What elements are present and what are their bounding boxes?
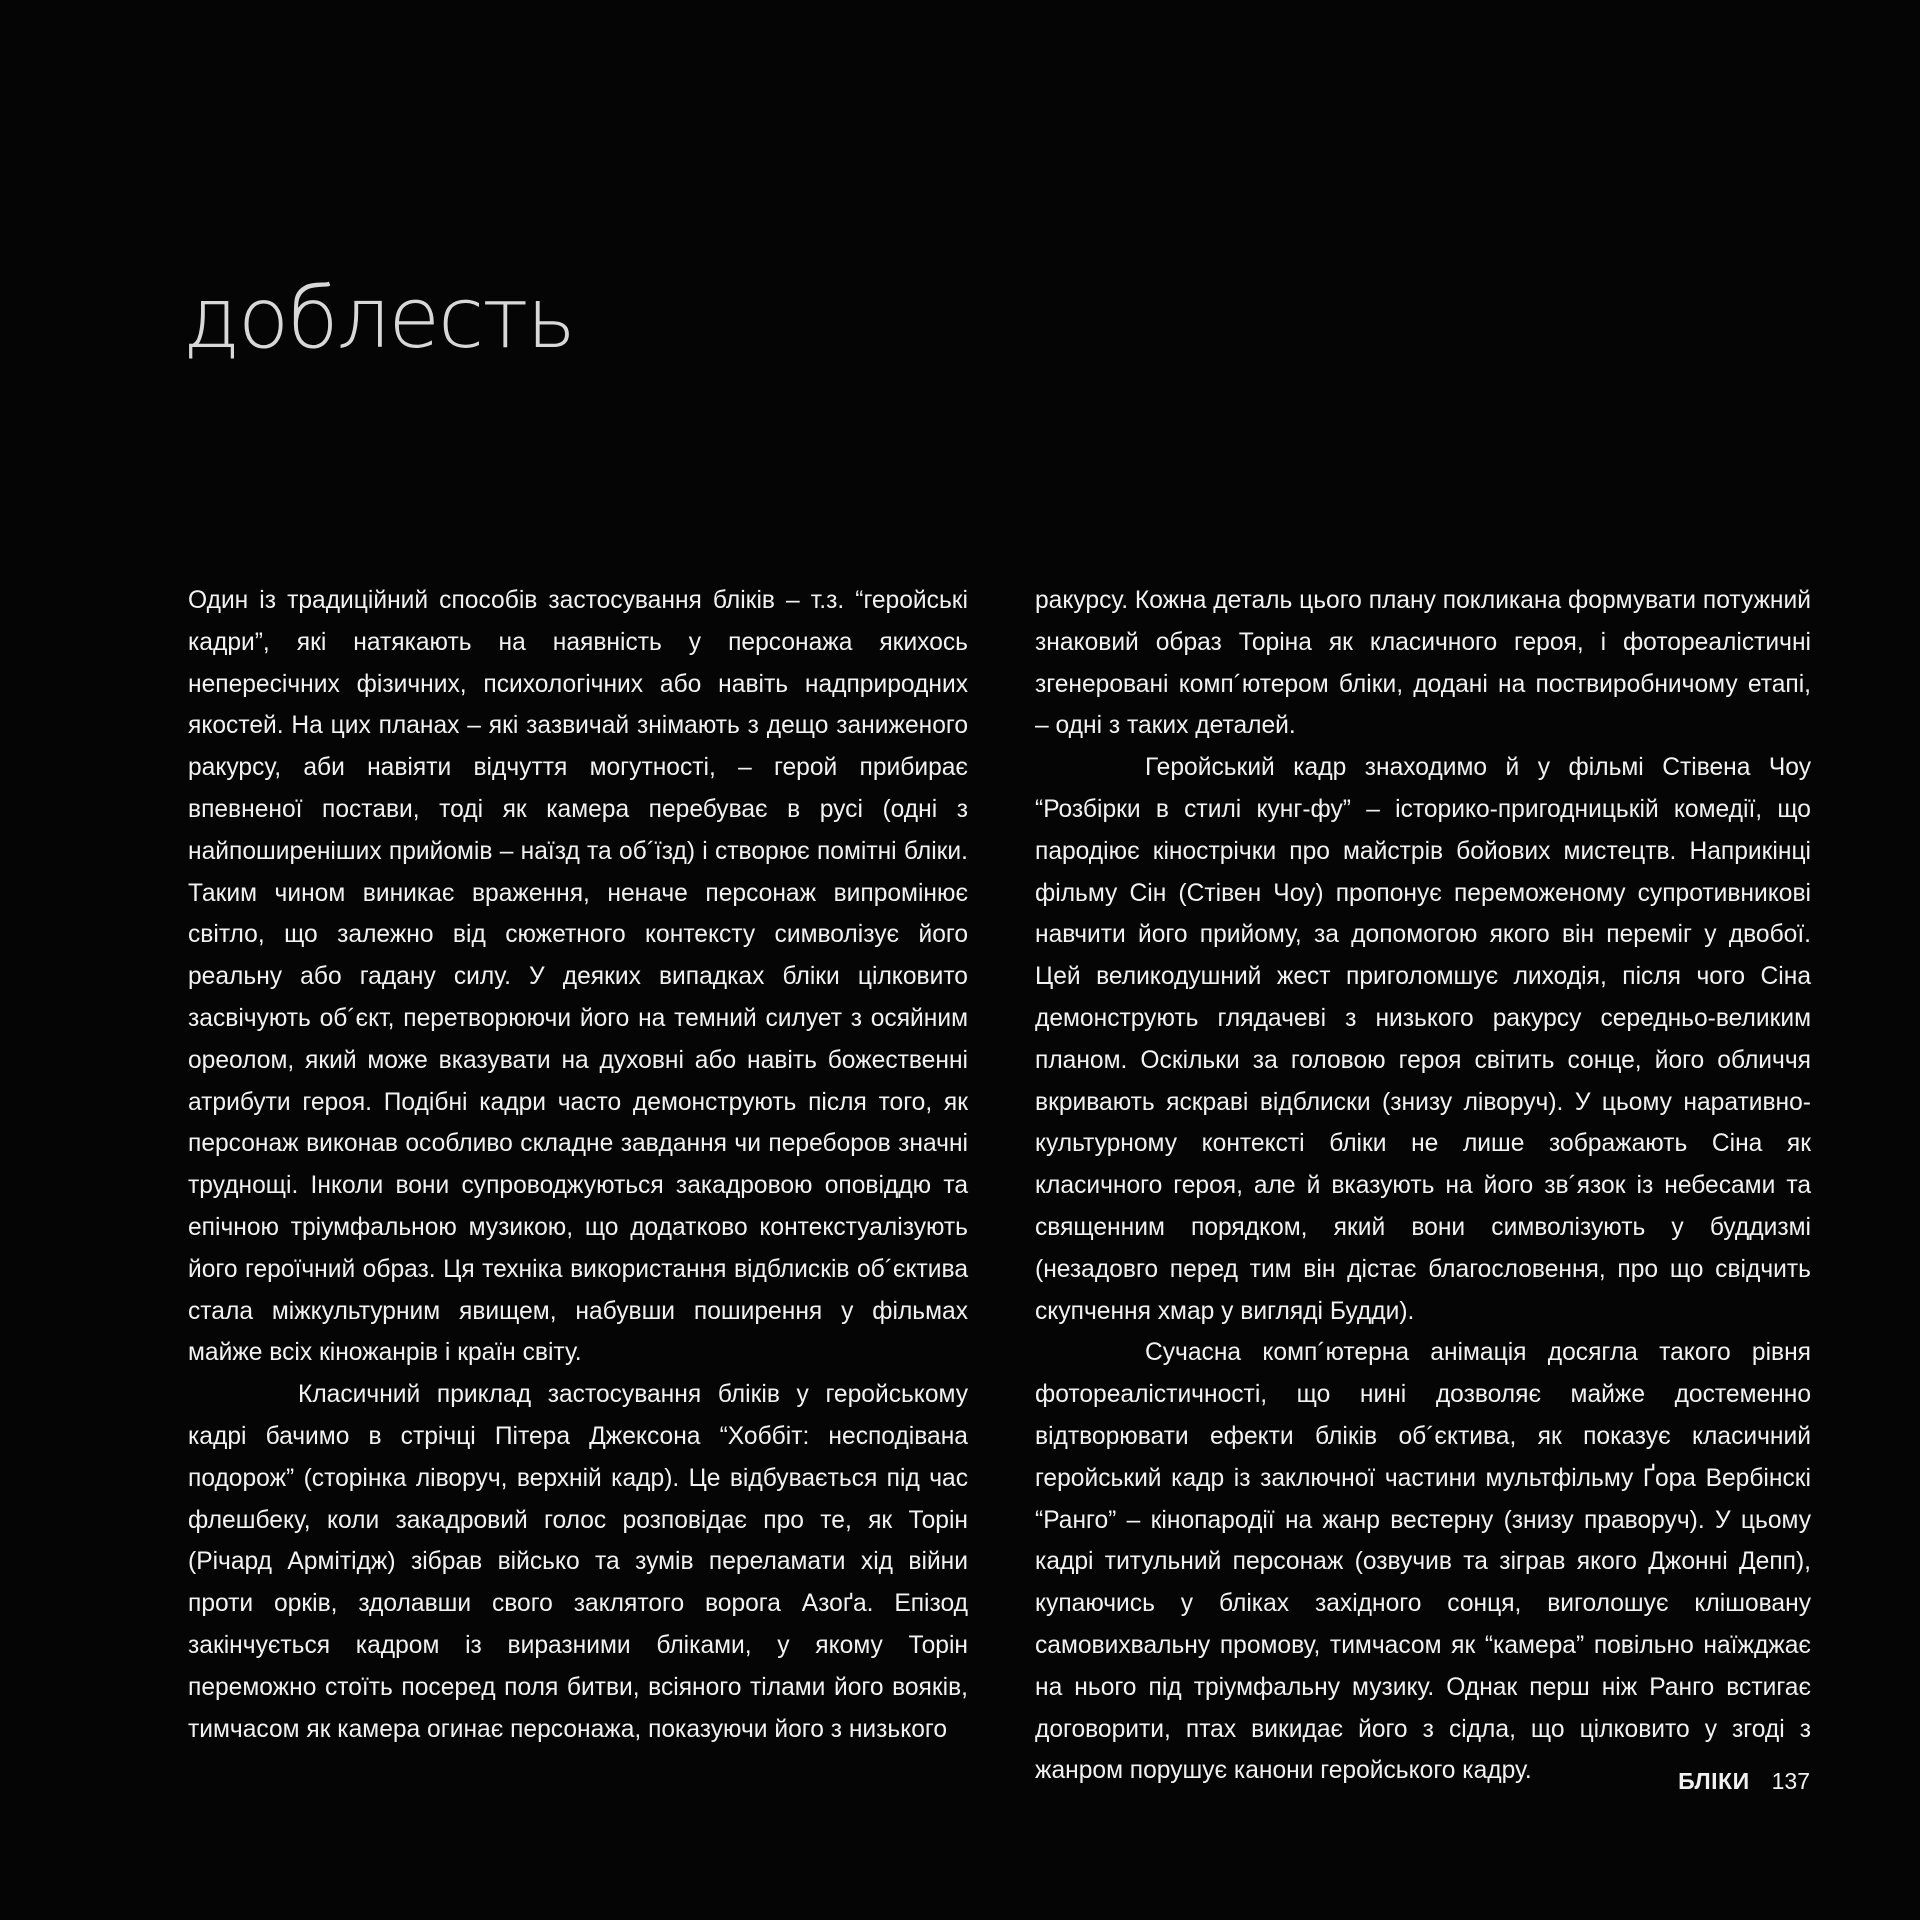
page-heading: доблесть (183, 269, 574, 367)
body-paragraph: ракурсу. Кожна деталь цього плану покликана формувати потужний знаковий образ Торіна як класичного героя, і фотореалістичні згенеровані комп´ютером бліки, додані на поствиробничому етапі, – одні з таких деталей. (1035, 587, 1811, 740)
page-footer (1678, 1768, 1810, 1795)
body-paragraph: Сучасна комп´ютерна анімація досягла такого рівня фотореалістичності, що нині дозволяє майже достеменно відтворювати ефекти бліків об´єктива, як показує класичний геройський кадр із заключної частини мультфільму Ґора Вербінскі “Ранго” – кінопародії на жанр вестерну (знизу праворуч). У цьому кадрі титульний персонаж (озвучив та зіграв якого Джонні Депп), купаючись у бліках західного сонця, виголошує клішовану самовихвальну промову, тимчасом як “камера” повільно наїжджає на нього під тріумфальну музику. Однак перш ніж Ранго встигає договорити, птах викидає його з сідла, що цілковито у згоді з жанром порушує канони геройського кадру. (1035, 1339, 1811, 1785)
body-paragraph: Геройський кадр знаходимо й у фільмі Стівена Чоу “Розбірки в стилі кунг-фу” – історико-пригодницькій комедії, що пародіює кінострічки про майстрів бойових мистецтв. Наприкінці фільму Сін (Стівен Чоу) пропонує переможеному супротивникові навчити його прийому, за допомогою якого він переміг у двобої. Цей великодушний жест приголомшує лиходія, після чого Сіна демонструють глядачеві з низького ракурсу середньо-великим планом. Оскільки за головою героя світить сонце, його обличчя вкривають яскраві відблиски (знизу ліворуч). У цьому наративно-культурному контексті бліки не лише зображають Сіна як класичного героя, але й вказують на його зв´язок із небесами та священним порядком, який вони символізують у буддизмі (незадовго перед тим він дістає благословення, про що свідчить скупчення хмар у вигляді Будди). (1035, 754, 1811, 1325)
text-column-left (188, 580, 968, 1750)
body-paragraph: Один із традиційний способів застосування бліків – т.з. “геройські кадри”, які натякають на наявність у персонажа якихось непересічних фізичних, психологічних або навіть надприродних якостей. На цих планах – які зазвичай знімають з дещо заниженого ракурсу, аби навіяти відчуття могутності, – герой прибирає впевненої постави, тоді як камера перебуває в русі (одні з найпоширеніших прийомів – наїзд та об´їзд) і створює помітні бліки. Таким чином виникає враження, неначе персонаж випромінює світло, що залежно від сюжетного контексту символізує його реальну або гадану силу. У деяких випадках бліки цілковито засвічують об´єкт, перетворюючи його на темний силует з осяйним ореолом, який може вказувати на духовні або навіть божественні атрибути героя. Подібні кадри часто демонструють після того, як персонаж виконав особливо складне завдання чи переборов значні труднощі. Інколи вони супроводжуються закадровою оповіддю та епічною тріумфальною музикою, що додатково контекстуалізують його героїчний образ. Ця техніка використання відблисків об´єктива стала міжкультурним явищем, набувши поширення у фільмах майже всіх кіножанрів і країн світу. (188, 587, 968, 1367)
body-paragraph: Класичний приклад застосування бліків у геройському кадрі бачимо в стрічці Пітера Джексона “Хоббіт: несподівана подорож” (сторінка ліворуч, верхній кадр). Це відбувається під час флешбеку, коли закадровий голос розповідає про те, як Торін (Річард Армітідж) зібрав військо та зумів переламати хід війни проти орків, здолавши свого заклятого ворога Азоґа. Епізод закінчується кадром із виразними бліками, у якому Торін переможно стоїть посеред поля битви, всіяного тілами його вояків, тимчасом як камера огинає персонажа, показуючи його з низького (188, 1381, 968, 1743)
page-number: 137 (1771, 1768, 1810, 1794)
text-column-right (1035, 580, 1811, 1792)
running-section-title: БЛІКИ (1678, 1768, 1750, 1794)
